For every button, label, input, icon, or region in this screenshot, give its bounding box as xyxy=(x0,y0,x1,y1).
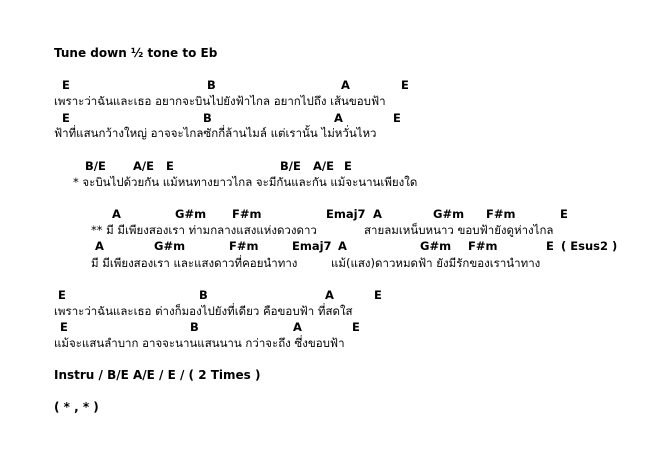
chord: E xyxy=(393,111,401,125)
chord: A/E xyxy=(133,159,154,173)
chord: A xyxy=(338,239,347,253)
tuning-note: Tune down ½ tone to Eb xyxy=(54,46,218,60)
repeat-marker: ( * , * ) xyxy=(54,400,99,414)
chord: E xyxy=(374,288,382,302)
chord: Emaj7 xyxy=(326,207,366,221)
chord: A xyxy=(293,320,302,334)
chord: A xyxy=(95,239,104,253)
chord: E xyxy=(58,288,66,302)
chord: E xyxy=(401,78,409,92)
chord: E xyxy=(60,320,68,334)
chord: G#m xyxy=(175,207,207,221)
chord: E xyxy=(344,159,352,173)
chord: F#m xyxy=(232,207,262,221)
lyric-line: เพราะว่าฉันและเธอ ต่างก็มองไปยังที่เดียว คือขอบฟ้า ที่สดใส xyxy=(54,304,353,318)
lyric-line: ฟ้าที่แสนกว้างใหญ่ อาจจะไกลซักกี่ล้านไมล์ แต่เรานั้น ไม่หวั่นไหว xyxy=(54,126,377,140)
chord: ( Esus2 ) xyxy=(561,239,618,253)
chord: E xyxy=(560,207,568,221)
chord: A xyxy=(334,111,343,125)
chord: A xyxy=(112,207,121,221)
chord: A xyxy=(325,288,334,302)
lyric-line: สายลมเหน็บหนาว ขอบฟ้ายังดูห่างไกล xyxy=(364,223,554,237)
chord: F#m xyxy=(229,239,259,253)
chord: E xyxy=(166,159,174,173)
chord: B/E xyxy=(280,159,301,173)
chord: E xyxy=(546,239,554,253)
chord: E xyxy=(352,320,360,334)
lyric-line: มี มีเพียงสองเรา และแสงดาวที่คอยนำทาง xyxy=(91,256,298,270)
chord: G#m xyxy=(154,239,186,253)
lyric-line: * จะบินไปด้วยกัน แม้หนทางยาวไกล จะมีกันและกัน แม้จะนานเพียงใด xyxy=(73,175,418,189)
instrumental-line: Instru / B/E A/E / E / ( 2 Times ) xyxy=(54,368,261,382)
chord: A xyxy=(373,207,382,221)
lyric-line: ** มี มีเพียงสองเรา ท่ามกลางแสงแห่งดวงดาว xyxy=(91,223,317,237)
chord: G#m xyxy=(433,207,465,221)
chord: G#m xyxy=(420,239,452,253)
chord: B xyxy=(203,111,212,125)
chord: F#m xyxy=(486,207,516,221)
chord: A xyxy=(341,78,350,92)
chord: A/E xyxy=(313,159,334,173)
chord: B/E xyxy=(85,159,106,173)
chord: B xyxy=(190,320,199,334)
lyric-line: แม้(แสง)ดาวหมดฟ้า ยังมีรักของเรานำทาง xyxy=(331,256,541,270)
lyric-line: แม้จะแสนลำบาก อาจจะนานแสนนาน กว่าจะถึง ซึ่งขอบฟ้า xyxy=(54,336,345,350)
chord: F#m xyxy=(468,239,498,253)
chord: E xyxy=(62,78,70,92)
chord: B xyxy=(207,78,216,92)
chord: B xyxy=(199,288,208,302)
chord: Emaj7 xyxy=(292,239,332,253)
lyric-line: เพราะว่าฉันและเธอ อยากจะบินไปยังฟ้าไกล อยากไปถึง เส้นขอบฟ้า xyxy=(54,94,386,108)
chord: E xyxy=(62,111,70,125)
